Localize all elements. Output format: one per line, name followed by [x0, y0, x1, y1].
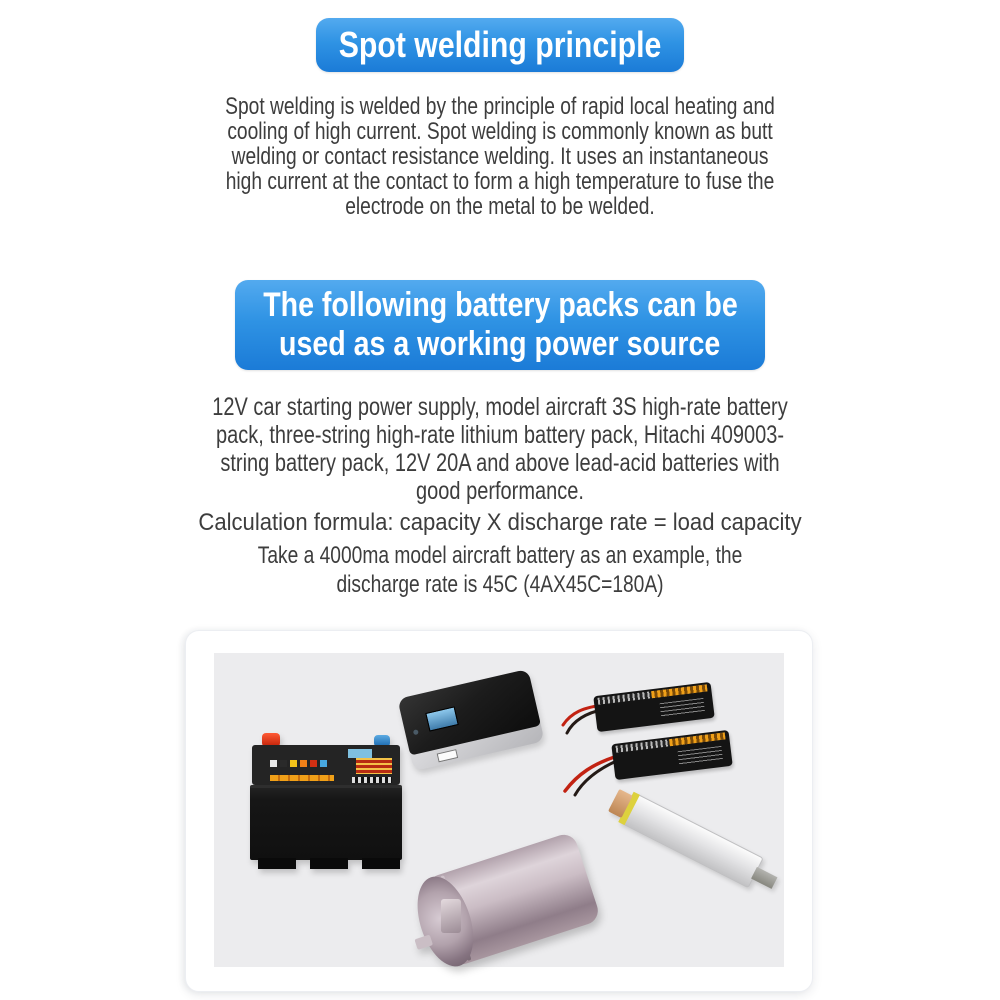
section-title-text-line: used as a working power source	[279, 325, 721, 363]
power-bank-screen	[425, 706, 459, 731]
section-title-text-line: The following battery packs can be	[262, 286, 738, 324]
lipo-spec-text	[678, 746, 723, 765]
cylinder-terminal-tab	[441, 899, 461, 933]
lipo-battery-packs-image	[559, 679, 734, 804]
paragraph-line: Take a 4000ma model aircraft battery as an example, the	[257, 542, 743, 569]
formula-text: Calculation formula: capacity X discharge rate = load capacity	[198, 509, 802, 536]
paragraph-line: string battery pack, 12V 20A and above lead-acid batteries with	[220, 449, 780, 477]
paragraph-line: Spot welding is welded by the principle of rapid local heating and	[225, 93, 775, 120]
battery-foot	[310, 858, 348, 869]
paragraph-line: welding or contact resistance welding. It uses an instantaneous	[231, 143, 769, 170]
pouch-cell-image	[612, 791, 767, 895]
battery-photos-card	[185, 630, 813, 992]
battery-model-strip	[352, 777, 392, 783]
battery-lid	[252, 745, 400, 785]
calculation-formula-line	[40, 508, 960, 538]
paragraph-line: electrode on the metal to be welded.	[345, 193, 655, 220]
battery-orange-strip	[270, 775, 334, 781]
battery-foot	[258, 858, 296, 869]
pouch-metal-tab	[751, 867, 777, 889]
pouch-body	[618, 792, 764, 889]
paragraph-line: pack, three-string high-rate lithium battery pack, Hitachi 409003-	[215, 421, 785, 449]
battery-photos-area	[214, 653, 784, 967]
battery-body	[250, 785, 402, 860]
section-title-spot-welding-principle	[316, 18, 684, 72]
battery-blue-sticker	[348, 749, 372, 758]
battery-red-label	[356, 758, 392, 774]
battery-warning-icons	[270, 760, 327, 767]
jump-starter-power-bank-image	[398, 671, 548, 773]
paragraph-line: cooling of high current. Spot welding is commonly known as butt	[227, 118, 773, 145]
paragraph-line: 12V car starting power supply, model aircraft 3S high-rate battery	[212, 393, 788, 421]
section-title-text: Spot welding principle	[338, 24, 662, 65]
car-battery-image	[250, 733, 402, 869]
battery-foot	[362, 858, 400, 869]
power-bank-led	[413, 729, 419, 735]
battery-packs-paragraph	[100, 393, 900, 505]
cylindrical-cell-image	[406, 843, 601, 968]
paragraph-line: good performance.	[416, 477, 584, 505]
section-title-battery-packs	[235, 280, 765, 370]
paragraph-line: discharge rate is 45C (4AX45C=180A)	[336, 571, 664, 598]
discharge-example-paragraph	[100, 541, 900, 599]
lipo-spec-text	[660, 698, 705, 717]
spot-welding-paragraph	[100, 94, 900, 219]
paragraph-line: high current at the contact to form a high temperature to fuse the	[225, 168, 775, 195]
